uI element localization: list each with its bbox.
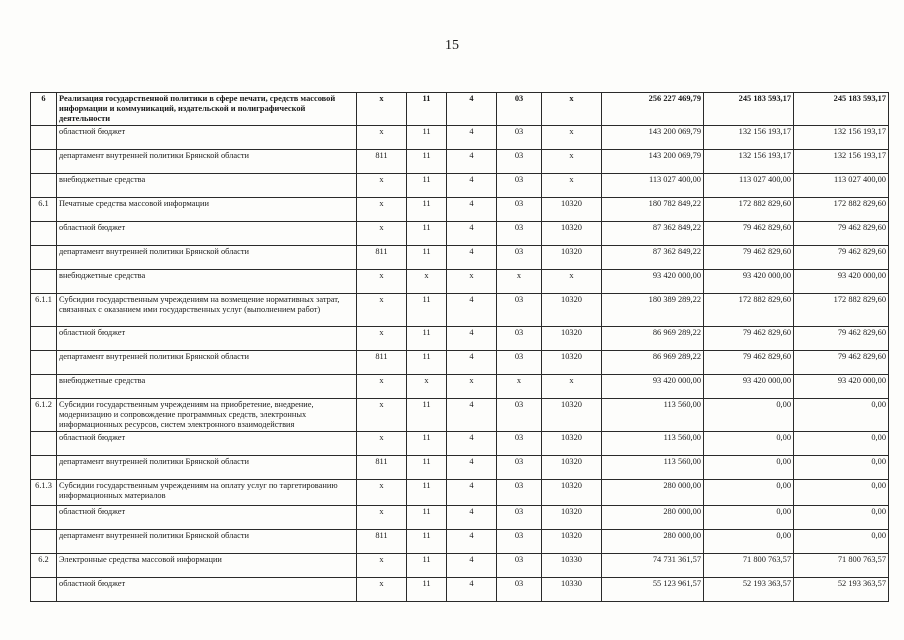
code-gr-cell: 811 (357, 530, 407, 554)
row-number (31, 126, 57, 150)
row-description: внебюджетные средства (57, 270, 357, 294)
code-pr-cell: 4 (447, 432, 497, 456)
row-description: Электронные средства массовой информации (57, 554, 357, 578)
table-row (31, 399, 889, 432)
code-gr-cell: 811 (357, 456, 407, 480)
code-csr-cell: 10330 (542, 554, 602, 578)
amount-year1-cell: 280 000,00 (602, 506, 704, 530)
code-pr-cell: 4 (447, 399, 497, 432)
code-csr-cell: 10320 (542, 480, 602, 506)
code-sub-cell: 03 (497, 246, 542, 270)
code-sub-cell: х (497, 270, 542, 294)
row-number: 6.1.3 (31, 480, 57, 506)
row-description: департамент внутренней политики Брянской области (57, 150, 357, 174)
code-rz-cell: х (407, 270, 447, 294)
code-csr-cell: х (542, 126, 602, 150)
amount-year3-cell: 52 193 363,57 (794, 578, 889, 602)
code-pr-cell: 4 (447, 578, 497, 602)
code-csr-cell: 10320 (542, 456, 602, 480)
code-pr-cell: 4 (447, 456, 497, 480)
code-rz-cell: 11 (407, 456, 447, 480)
amount-year3-cell: 79 462 829,60 (794, 222, 889, 246)
amount-year1-cell: 143 200 069,79 (602, 150, 704, 174)
code-sub-cell: 03 (497, 198, 542, 222)
code-gr-cell: х (357, 554, 407, 578)
amount-year1-cell: 113 027 400,00 (602, 174, 704, 198)
row-description: департамент внутренней политики Брянской области (57, 530, 357, 554)
code-csr-cell: 10320 (542, 327, 602, 351)
row-description: Субсидии государственным учреждениям на возмещение нормативных затрат, связанных с оказанием ими государственных услуг (выполнением работ) (57, 294, 357, 327)
code-gr-cell: 811 (357, 246, 407, 270)
row-description: областной бюджет (57, 506, 357, 530)
page-number: 15 (445, 38, 459, 53)
amount-year1-cell: 86 969 289,22 (602, 351, 704, 375)
amount-year1-cell: 280 000,00 (602, 480, 704, 506)
table-row (31, 456, 889, 480)
code-sub-cell: 03 (497, 554, 542, 578)
row-number (31, 246, 57, 270)
amount-year2-cell: 172 882 829,60 (704, 294, 794, 327)
table-row (31, 93, 889, 126)
amount-year2-cell: 79 462 829,60 (704, 351, 794, 375)
code-pr-cell: 4 (447, 327, 497, 351)
code-gr-cell: х (357, 375, 407, 399)
row-description: областной бюджет (57, 578, 357, 602)
table-row (31, 506, 889, 530)
code-csr-cell: 10320 (542, 198, 602, 222)
code-pr-cell: 4 (447, 93, 497, 126)
amount-year3-cell: 0,00 (794, 530, 889, 554)
row-description: Печатные средства массовой информации (57, 198, 357, 222)
code-sub-cell: х (497, 375, 542, 399)
table-row (31, 480, 889, 506)
code-rz-cell: 11 (407, 554, 447, 578)
budget-table (30, 92, 889, 602)
amount-year2-cell: 71 800 763,57 (704, 554, 794, 578)
code-gr-cell: 811 (357, 351, 407, 375)
code-csr-cell: 10320 (542, 506, 602, 530)
code-gr-cell: х (357, 126, 407, 150)
code-pr-cell: 4 (447, 246, 497, 270)
amount-year2-cell: 0,00 (704, 399, 794, 432)
amount-year1-cell: 143 200 069,79 (602, 126, 704, 150)
amount-year3-cell: 79 462 829,60 (794, 327, 889, 351)
code-gr-cell: х (357, 270, 407, 294)
amount-year3-cell: 172 882 829,60 (794, 198, 889, 222)
amount-year3-cell: 132 156 193,17 (794, 126, 889, 150)
code-rz-cell: 11 (407, 578, 447, 602)
amount-year2-cell: 0,00 (704, 530, 794, 554)
table-row (31, 198, 889, 222)
amount-year2-cell: 113 027 400,00 (704, 174, 794, 198)
code-pr-cell: 4 (447, 222, 497, 246)
row-number: 6.1.1 (31, 294, 57, 327)
code-rz-cell: 11 (407, 432, 447, 456)
row-number: 6.1 (31, 198, 57, 222)
code-sub-cell: 03 (497, 93, 542, 126)
code-csr-cell: х (542, 270, 602, 294)
amount-year2-cell: 0,00 (704, 432, 794, 456)
row-number: 6.2 (31, 554, 57, 578)
row-description: внебюджетные средства (57, 174, 357, 198)
code-pr-cell: 4 (447, 294, 497, 327)
row-number (31, 375, 57, 399)
row-description: областной бюджет (57, 222, 357, 246)
code-sub-cell: 03 (497, 399, 542, 432)
table-row (31, 432, 889, 456)
amount-year3-cell: 172 882 829,60 (794, 294, 889, 327)
row-description: департамент внутренней политики Брянской области (57, 456, 357, 480)
code-rz-cell: 11 (407, 327, 447, 351)
code-gr-cell: х (357, 198, 407, 222)
code-gr-cell: х (357, 578, 407, 602)
code-pr-cell: х (447, 375, 497, 399)
amount-year2-cell: 52 193 363,57 (704, 578, 794, 602)
row-number (31, 456, 57, 480)
table-body (31, 93, 889, 602)
amount-year3-cell: 0,00 (794, 399, 889, 432)
table-row (31, 375, 889, 399)
code-gr-cell: х (357, 480, 407, 506)
amount-year2-cell: 79 462 829,60 (704, 327, 794, 351)
row-number (31, 351, 57, 375)
code-rz-cell: 11 (407, 399, 447, 432)
code-pr-cell: 4 (447, 506, 497, 530)
row-description: Реализация государственной политики в сфере печати, средств массовой информации и коммуникаций, издательской и полиграфической деятельности (57, 93, 357, 126)
code-rz-cell: 11 (407, 126, 447, 150)
amount-year2-cell: 132 156 193,17 (704, 150, 794, 174)
table-row (31, 222, 889, 246)
amount-year3-cell: 0,00 (794, 456, 889, 480)
table-row (31, 270, 889, 294)
code-gr-cell: х (357, 506, 407, 530)
amount-year1-cell: 180 782 849,22 (602, 198, 704, 222)
code-gr-cell: х (357, 399, 407, 432)
code-sub-cell: 03 (497, 480, 542, 506)
code-sub-cell: 03 (497, 432, 542, 456)
code-csr-cell: х (542, 93, 602, 126)
code-pr-cell: 4 (447, 150, 497, 174)
code-pr-cell: 4 (447, 351, 497, 375)
code-sub-cell: 03 (497, 456, 542, 480)
row-description: внебюджетные средства (57, 375, 357, 399)
code-rz-cell: 11 (407, 530, 447, 554)
row-number (31, 578, 57, 602)
code-pr-cell: 4 (447, 174, 497, 198)
code-pr-cell: 4 (447, 126, 497, 150)
row-number: 6.1.2 (31, 399, 57, 432)
amount-year3-cell: 113 027 400,00 (794, 174, 889, 198)
table-row (31, 351, 889, 375)
code-gr-cell: х (357, 93, 407, 126)
code-sub-cell: 03 (497, 351, 542, 375)
row-number (31, 174, 57, 198)
row-description: Субсидии государственным учреждениям на оплату услуг по таргетированию информационных материалов (57, 480, 357, 506)
row-number: 6 (31, 93, 57, 126)
row-number (31, 222, 57, 246)
code-csr-cell: 10320 (542, 294, 602, 327)
code-rz-cell: 11 (407, 294, 447, 327)
amount-year2-cell: 79 462 829,60 (704, 222, 794, 246)
amount-year1-cell: 280 000,00 (602, 530, 704, 554)
table-row (31, 294, 889, 327)
code-rz-cell: 11 (407, 506, 447, 530)
amount-year1-cell: 87 362 849,22 (602, 222, 704, 246)
code-csr-cell: 10330 (542, 578, 602, 602)
code-pr-cell: 4 (447, 480, 497, 506)
table-row (31, 578, 889, 602)
table-row (31, 150, 889, 174)
amount-year2-cell: 93 420 000,00 (704, 270, 794, 294)
code-gr-cell: х (357, 222, 407, 246)
code-csr-cell: 10320 (542, 351, 602, 375)
code-csr-cell: 10320 (542, 222, 602, 246)
amount-year3-cell: 93 420 000,00 (794, 375, 889, 399)
code-pr-cell: 4 (447, 198, 497, 222)
row-description: департамент внутренней политики Брянской области (57, 246, 357, 270)
code-rz-cell: 11 (407, 198, 447, 222)
row-number (31, 327, 57, 351)
code-pr-cell: х (447, 270, 497, 294)
code-gr-cell: х (357, 294, 407, 327)
amount-year3-cell: 79 462 829,60 (794, 351, 889, 375)
code-sub-cell: 03 (497, 294, 542, 327)
table-row (31, 327, 889, 351)
code-csr-cell: 10320 (542, 530, 602, 554)
table-row (31, 530, 889, 554)
code-rz-cell: 11 (407, 150, 447, 174)
row-description: областной бюджет (57, 327, 357, 351)
amount-year2-cell: 79 462 829,60 (704, 246, 794, 270)
code-sub-cell: 03 (497, 578, 542, 602)
amount-year2-cell: 0,00 (704, 480, 794, 506)
table-row (31, 554, 889, 578)
amount-year1-cell: 87 362 849,22 (602, 246, 704, 270)
row-number (31, 270, 57, 294)
code-sub-cell: 03 (497, 222, 542, 246)
code-sub-cell: 03 (497, 150, 542, 174)
row-number (31, 506, 57, 530)
table-row (31, 246, 889, 270)
row-number (31, 432, 57, 456)
row-description: областной бюджет (57, 432, 357, 456)
row-number (31, 530, 57, 554)
code-gr-cell: х (357, 174, 407, 198)
code-sub-cell: 03 (497, 174, 542, 198)
code-sub-cell: 03 (497, 506, 542, 530)
amount-year2-cell: 93 420 000,00 (704, 375, 794, 399)
row-number (31, 150, 57, 174)
code-pr-cell: 4 (447, 554, 497, 578)
amount-year1-cell: 113 560,00 (602, 432, 704, 456)
code-gr-cell: 811 (357, 150, 407, 174)
amount-year2-cell: 0,00 (704, 456, 794, 480)
code-rz-cell: 11 (407, 174, 447, 198)
code-csr-cell: х (542, 150, 602, 174)
code-csr-cell: х (542, 174, 602, 198)
amount-year1-cell: 93 420 000,00 (602, 375, 704, 399)
code-gr-cell: х (357, 327, 407, 351)
row-description: областной бюджет (57, 126, 357, 150)
amount-year1-cell: 256 227 469,79 (602, 93, 704, 126)
amount-year1-cell: 74 731 361,57 (602, 554, 704, 578)
code-sub-cell: 03 (497, 126, 542, 150)
code-rz-cell: 11 (407, 222, 447, 246)
amount-year1-cell: 93 420 000,00 (602, 270, 704, 294)
amount-year2-cell: 132 156 193,17 (704, 126, 794, 150)
amount-year2-cell: 245 183 593,17 (704, 93, 794, 126)
row-description: Субсидии государственным учреждениям на приобретение, внедрение, модернизацию и сопровождение программных средств, электронных информационных ресурсов, систем электронного взаимодействия (57, 399, 357, 432)
code-rz-cell: 11 (407, 246, 447, 270)
amount-year1-cell: 180 389 289,22 (602, 294, 704, 327)
code-sub-cell: 03 (497, 530, 542, 554)
table-row (31, 126, 889, 150)
amount-year1-cell: 113 560,00 (602, 399, 704, 432)
amount-year1-cell: 86 969 289,22 (602, 327, 704, 351)
amount-year3-cell: 245 183 593,17 (794, 93, 889, 126)
amount-year3-cell: 71 800 763,57 (794, 554, 889, 578)
code-gr-cell: х (357, 432, 407, 456)
code-rz-cell: х (407, 375, 447, 399)
code-rz-cell: 11 (407, 93, 447, 126)
amount-year3-cell: 79 462 829,60 (794, 246, 889, 270)
row-description: департамент внутренней политики Брянской области (57, 351, 357, 375)
amount-year3-cell: 132 156 193,17 (794, 150, 889, 174)
amount-year3-cell: 93 420 000,00 (794, 270, 889, 294)
code-csr-cell: 10320 (542, 432, 602, 456)
code-csr-cell: 10320 (542, 399, 602, 432)
amount-year3-cell: 0,00 (794, 480, 889, 506)
amount-year2-cell: 172 882 829,60 (704, 198, 794, 222)
code-rz-cell: 11 (407, 351, 447, 375)
amount-year1-cell: 55 123 961,57 (602, 578, 704, 602)
amount-year3-cell: 0,00 (794, 506, 889, 530)
amount-year3-cell: 0,00 (794, 432, 889, 456)
code-sub-cell: 03 (497, 327, 542, 351)
code-rz-cell: 11 (407, 480, 447, 506)
code-csr-cell: х (542, 375, 602, 399)
code-pr-cell: 4 (447, 530, 497, 554)
code-csr-cell: 10320 (542, 246, 602, 270)
amount-year1-cell: 113 560,00 (602, 456, 704, 480)
table-row (31, 174, 889, 198)
amount-year2-cell: 0,00 (704, 506, 794, 530)
